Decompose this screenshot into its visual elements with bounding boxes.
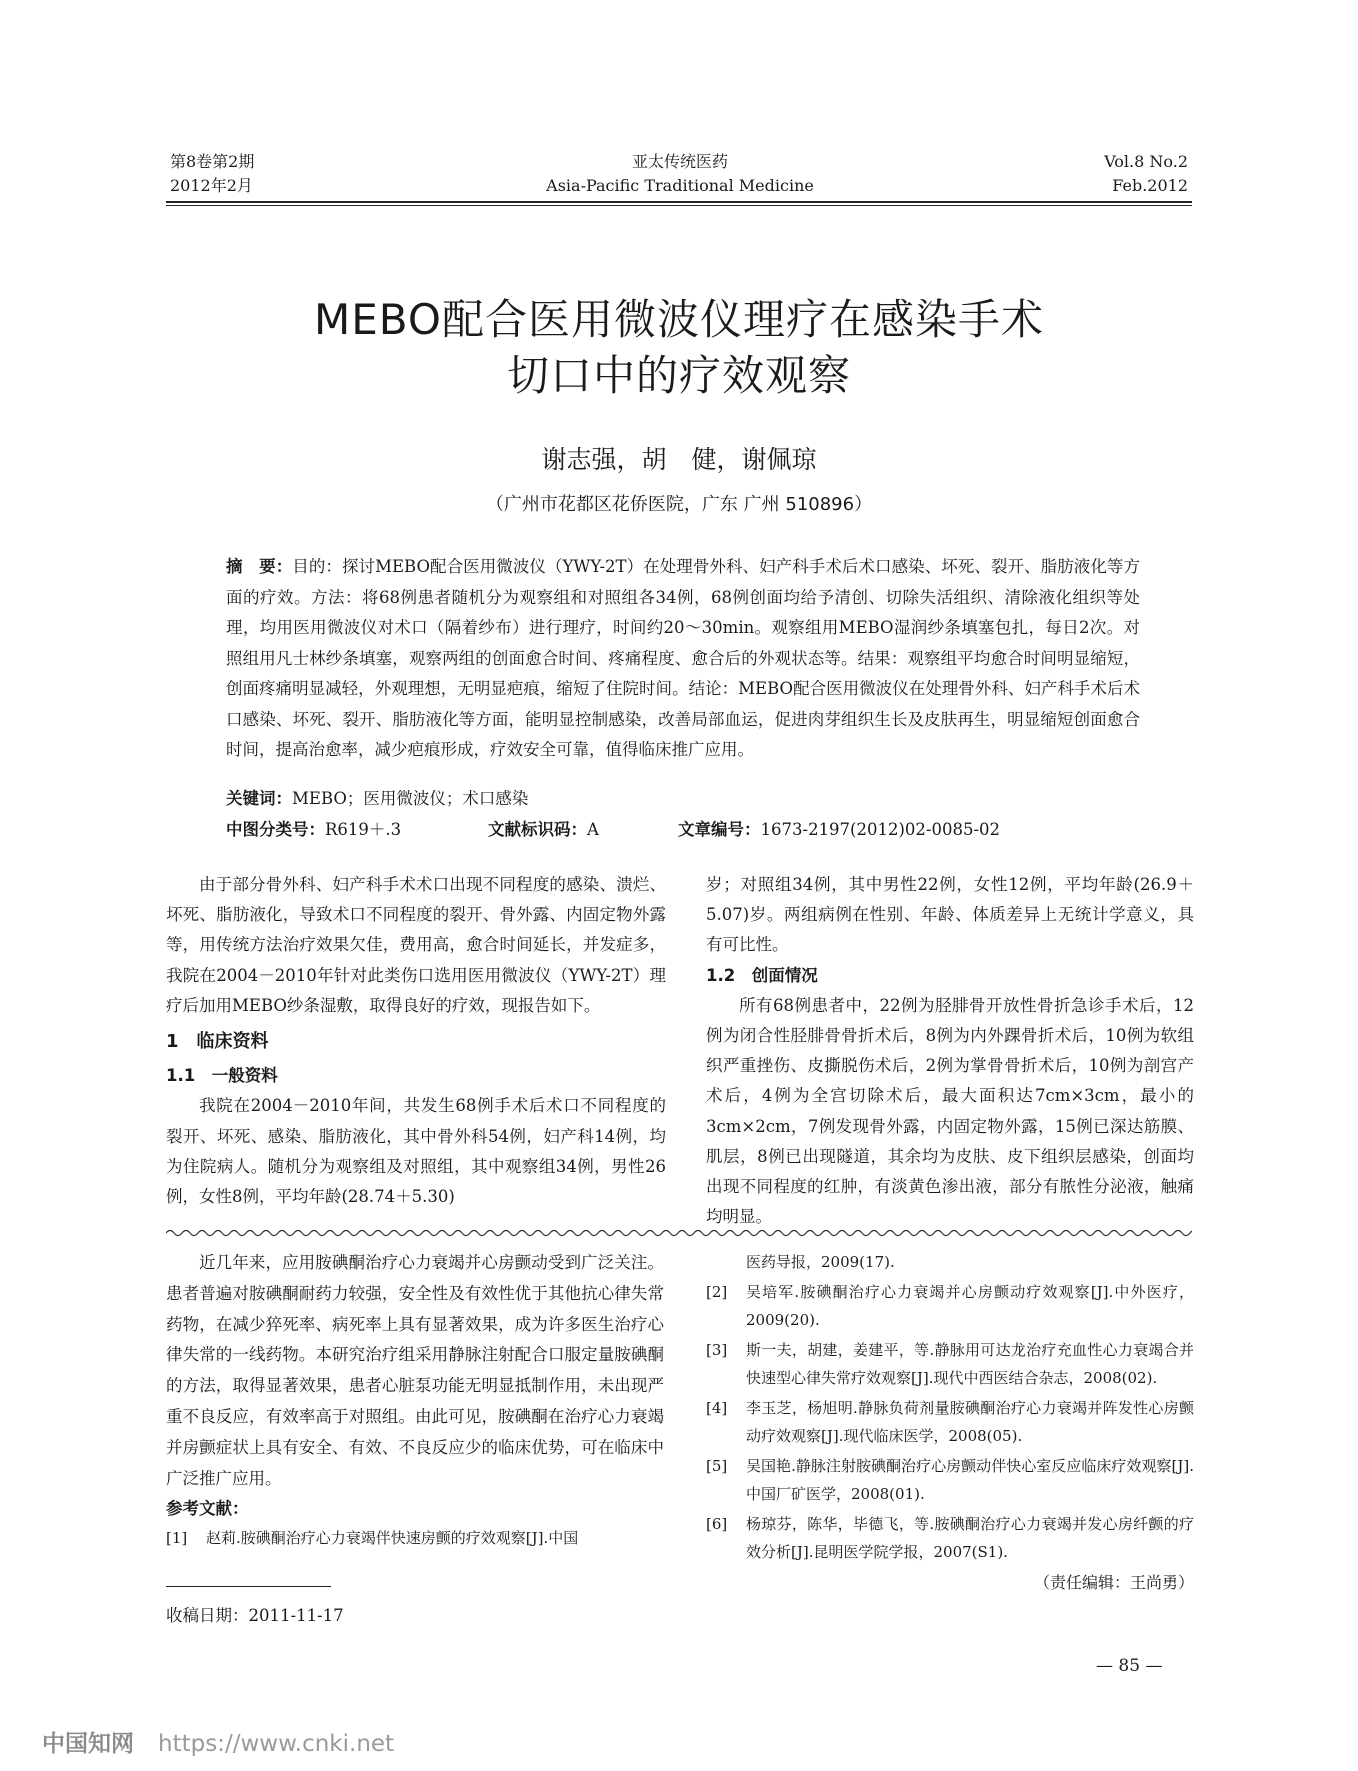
paper-authors: 谢志强，胡 健，谢佩琼 (541, 445, 817, 474)
header-rule-thin (166, 205, 1192, 206)
abstract-label: 摘 要： (226, 557, 293, 576)
reference-item (166, 1525, 664, 1552)
paper-title-line2: 切口中的疗效观察 (506, 351, 851, 400)
keywords-text: MEBO；医用微波仪；术口感染 (292, 789, 529, 808)
reference-number: [5] (706, 1457, 728, 1475)
cnki-watermark (42, 1725, 394, 1758)
doc-code-label: 文献标识码： (488, 820, 587, 839)
reference-item (706, 1394, 1194, 1450)
footnote-rule (166, 1586, 331, 1587)
reference-item (706, 1452, 1194, 1508)
paper-title (200, 292, 1158, 404)
watermark-url: https://www.cnki.net (158, 1731, 395, 1757)
clc-label: 中图分类号： (226, 820, 325, 839)
section-1-1-paragraph: 我院在2004－2010年间，共发生68例手术后术口不同程度的裂开、坏死、感染、脂肪液化，其中骨外科54例，妇产科14例，均为住院病人。随机分为观察组及对照组，其中观察组34例，男性26例，女性8例，平均年龄(28.74＋5.30) (166, 1096, 666, 1207)
keywords-label: 关键词： (226, 789, 292, 808)
reference-text: 吴培军.胺碘酮治疗心力衰竭并心房颤动疗效观察[J].中外医疗，2009(20). (746, 1283, 1194, 1329)
clc-value: R619＋.3 (325, 820, 402, 839)
article-number-item (678, 816, 1000, 840)
reference-item (706, 1278, 1194, 1334)
reference-continued: 医药导报，2009(17). (746, 1253, 895, 1271)
abstract (226, 552, 1140, 766)
header-date-cn: 2012年2月 (170, 176, 253, 195)
reference-text: 杨琼芬，陈华，毕德飞，等.胺碘酮治疗心力衰竭并发心房纤颤的疗效分析[J].昆明医学院学报，2007(S1). (746, 1515, 1194, 1561)
page-number: — 85 — (1096, 1656, 1163, 1676)
paper-title-line1: MEBO配合医用微波仪理疗在感染手术 (314, 295, 1044, 344)
reference-text: 斯一夫，胡建，姜建平，等.静脉用可达龙治疗充血性心力衰竭合并快速型心律失常疗效观察[J].现代中西医结合杂志，2008(02). (746, 1341, 1194, 1387)
prev-article-column-left (166, 1248, 664, 1552)
reference-number: [3] (706, 1341, 728, 1359)
section-1-heading: 1 临床资料 (166, 1031, 269, 1053)
header-issue (170, 150, 254, 198)
received-date: 收稿日期：2011-11-17 (166, 1606, 344, 1625)
reference-item (706, 1510, 1194, 1566)
header-journal (470, 150, 890, 198)
doc-code-value: A (587, 820, 599, 839)
section-1-2-heading: 1.2 创面情况 (706, 965, 818, 985)
article-number-label: 文章编号： (678, 820, 761, 839)
header-volume (1104, 150, 1188, 198)
references-title: 参考文献： (166, 1499, 249, 1519)
reference-number: [1] (166, 1529, 188, 1548)
body-column-left (166, 870, 666, 1212)
wavy-divider (166, 1228, 1192, 1238)
reference-number: [6] (706, 1515, 728, 1533)
header-journal-cn: 亚太传统医药 (631, 152, 728, 171)
header-issue-cn: 第8卷第2期 (170, 152, 255, 171)
reference-text: 李玉芝，杨旭明.静脉负荷剂量胺碘酮治疗心力衰竭并阵发性心房颤动疗效观察[J].现代临床医学，2008(05). (746, 1399, 1194, 1445)
paper-affiliation: （广州市花都区花侨医院，广东 广州 510896） (485, 494, 873, 515)
clc-item (226, 816, 401, 840)
reference-text: 吴国艳.静脉注射胺碘酮治疗心房颤动伴快心室反应临床疗效观察[J].中国厂矿医学，2008(01). (746, 1457, 1194, 1503)
reference-number: [4] (706, 1399, 728, 1417)
header-vol-en: Vol.8 No.2 (1104, 152, 1188, 171)
keywords (226, 785, 528, 809)
reference-text: 赵莉.胺碘酮治疗心力衰竭伴快速房颤的疗效观察[J].中国 (206, 1529, 579, 1548)
section-1-2-paragraph: 所有68例患者中，22例为胫腓骨开放性骨折急诊手术后，12例为闭合性胫腓骨骨折术后，8例为内外踝骨折术后，10例为软组织严重挫伤、皮撕脱伤术后，2例为掌骨骨折术后，10例为剖宫产术后，4例为全宫切除术后，最大面积达7cm×3cm，最小的3cm×2cm，7例发现骨外露，内固定物外露，15例已深达筋膜、肌层，8例已出现隧道，其余均为皮肤、皮下组织层感染，创面均出现不同程度的红肿，有淡黄色渗出液，部分有脓性分泌液，触痛均明显。 (706, 995, 1194, 1227)
responsible-editor: （责任编辑：王尚勇） (1033, 1573, 1194, 1592)
doc-code-item (488, 816, 599, 840)
header-journal-en: Asia-Pacific Traditional Medicine (546, 176, 814, 195)
prev-article-paragraph: 近几年来，应用胺碘酮治疗心力衰竭并心房颤动受到广泛关注。患者普遍对胺碘酮耐药力较强，安全性及有效性优于其他抗心律失常药物，在减少猝死率、病死率上具有显著效果，成为许多医生治疗心律失常的一线药物。本研究治疗组采用静脉注射配合口服定量胺碘酮的方法，取得显著效果，患者心脏泵功能无明显抵制作用，未出现严重不良反应，有效率高于对照组。由此可见，胺碘酮在治疗心力衰竭并房颤症状上具有安全、有效、不良反应少的临床优势，可在临床中广泛推广应用。 (166, 1253, 664, 1488)
header-date-en: Feb.2012 (1112, 176, 1188, 195)
abstract-text: 目的：探讨MEBO配合医用微波仪（YWY-2T）在处理骨外科、妇产科手术后术口感染、坏死、裂开、脂肪液化等方面的疗效。方法：将68例患者随机分为观察组和对照组各34例，68例创面均给予清创、切除失活组织、清除液化组织等处理，均用医用微波仪对术口（隔着纱布）进行理疗，时间约20～30min。观察组用MEBO湿润纱条填塞包扎，每日2次。对照组用凡士林纱条填塞，观察两组的创面愈合时间、疼痛程度、愈合后的外观状态等。结果：观察组平均愈合时间明显缩短，创面疼痛明显减轻，外观理想，无明显疤痕，缩短了住院时间。结论：MEBO配合医用微波仪在处理骨外科、妇产科手术后术口感染、坏死、裂开、脂肪液化等方面，能明显控制感染，改善局部血运，促进肉芽组织生长及皮肤再生，明显缩短创面愈合时间，提高治愈率，减少疤痕形成，疗效安全可靠，值得临床推广应用。 (226, 557, 1141, 759)
article-number-value: 1673-2197(2012)02-0085-02 (760, 820, 1001, 839)
reference-item (706, 1336, 1194, 1392)
intro-paragraph: 由于部分骨外科、妇产科手术术口出现不同程度的感染、溃烂、坏死、脂肪液化，导致术口不同程度的裂开、骨外露、内固定物外露等，用传统方法治疗效果欠佳，费用高，愈合时间延长，并发症多，我院在2004－2010年针对此类伤口选用医用微波仪（YWY-2T）理疗后加用MEBO纱条湿敷，取得良好的疗效，现报告如下。 (166, 875, 666, 1015)
reference-list (706, 1278, 1194, 1566)
section-1-1-continued: 岁；对照组34例，其中男性22例，女性12例，平均年龄(26.9＋5.07)岁。两组病例在性别、年龄、体质差异上无统计学意义，具有可比性。 (706, 875, 1194, 955)
header-rule (166, 201, 1192, 203)
watermark-brand: 中国知网 (42, 1731, 134, 1757)
body-column-right (706, 870, 1194, 1232)
prev-article-column-right (706, 1248, 1194, 1598)
section-1-1-heading: 1.1 一般资料 (166, 1066, 278, 1086)
reference-number: [2] (706, 1283, 728, 1301)
